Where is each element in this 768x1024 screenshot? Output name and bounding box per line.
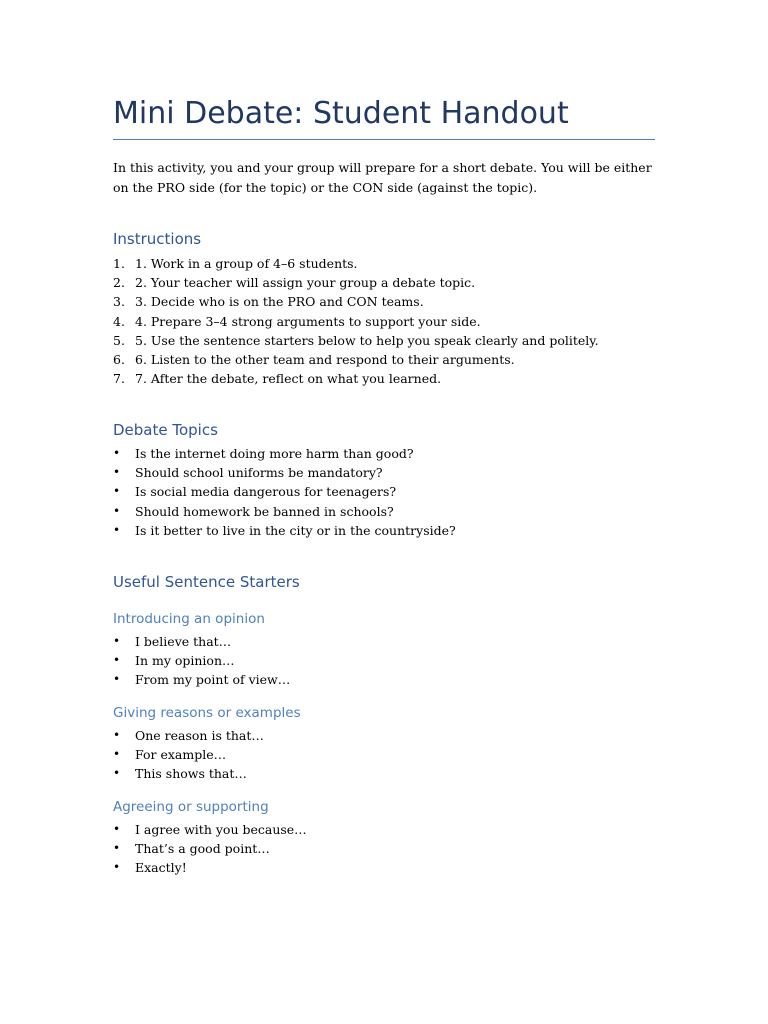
bullet-icon: • xyxy=(113,766,121,781)
list-number: 5. xyxy=(113,332,125,348)
bullet-icon: • xyxy=(113,747,121,762)
sentence-starters-heading: Useful Sentence Starters xyxy=(113,573,300,591)
bullet-icon: • xyxy=(113,522,121,537)
bullet-icon: • xyxy=(113,465,121,480)
list-item-text: 7. After the debate, reflect on what you learned. xyxy=(135,371,442,387)
list-number: 7. xyxy=(113,371,125,387)
bullet-icon: • xyxy=(113,728,121,742)
giving-reasons-heading: Giving reasons or examples xyxy=(113,705,301,721)
list-number: 1. xyxy=(113,256,125,271)
list-item-text: Should school uniforms be mandatory? xyxy=(135,465,383,481)
list-item-text: 1. Work in a group of 4–6 students. xyxy=(135,256,358,271)
bullet-icon: • xyxy=(113,653,121,668)
list-number: 6. xyxy=(113,351,125,367)
bullet-icon: • xyxy=(113,822,121,836)
list-item-text: Is social media dangerous for teenagers? xyxy=(135,484,397,500)
list-item-text: Should homework be banned in schools? xyxy=(135,503,394,519)
list-item-text: 6. Listen to the other team and respond to their arguments. xyxy=(135,351,515,367)
bullet-icon: • xyxy=(113,841,121,856)
list-item-text: Is the internet doing more harm than good? xyxy=(135,446,414,461)
bullet-icon: • xyxy=(113,860,121,875)
list-item-text: In my opinion… xyxy=(135,653,235,669)
debate-topics-heading: Debate Topics xyxy=(113,421,218,439)
list-number: 4. xyxy=(113,313,125,329)
list-item-text: 3. Decide who is on the PRO and CON teams. xyxy=(135,294,424,310)
list-item-text: I believe that… xyxy=(135,634,232,649)
bullet-icon: • xyxy=(113,484,121,499)
bullet-icon: • xyxy=(113,503,121,518)
list-item-text: I agree with you because… xyxy=(135,822,307,837)
bullet-icon: • xyxy=(113,634,121,648)
list-number: 2. xyxy=(113,275,125,291)
list-item-text: That’s a good point… xyxy=(135,841,270,857)
title-underline xyxy=(113,139,655,140)
list-item-text: Is it better to live in the city or in the countryside? xyxy=(135,522,456,538)
list-item-text: 2. Your teacher will assign your group a debate topic. xyxy=(135,275,476,291)
agreeing-supporting-heading: Agreeing or supporting xyxy=(113,799,269,815)
list-item-text: This shows that… xyxy=(135,766,247,782)
list-item-text: For example… xyxy=(135,747,227,763)
intro-paragraph: In this activity, you and your group will prepare for a short debate. You will be either on the PRO side (for the topic) or the CON side (against the topic). xyxy=(113,160,652,195)
list-item-text: 4. Prepare 3–4 strong arguments to support your side. xyxy=(135,313,481,329)
introducing-opinion-heading: Introducing an opinion xyxy=(113,611,265,627)
bullet-icon: • xyxy=(113,672,121,687)
list-item-text: Exactly! xyxy=(135,860,187,876)
bullet-icon: • xyxy=(113,446,121,460)
list-item-text: From my point of view… xyxy=(135,672,291,688)
instructions-heading: Instructions xyxy=(113,230,202,248)
page-title: Mini Debate: Student Handout xyxy=(113,96,569,131)
list-number: 3. xyxy=(113,294,125,310)
list-item-text: 5. Use the sentence starters below to help you speak clearly and politely. xyxy=(135,332,599,348)
list-item-text: One reason is that… xyxy=(135,728,264,743)
